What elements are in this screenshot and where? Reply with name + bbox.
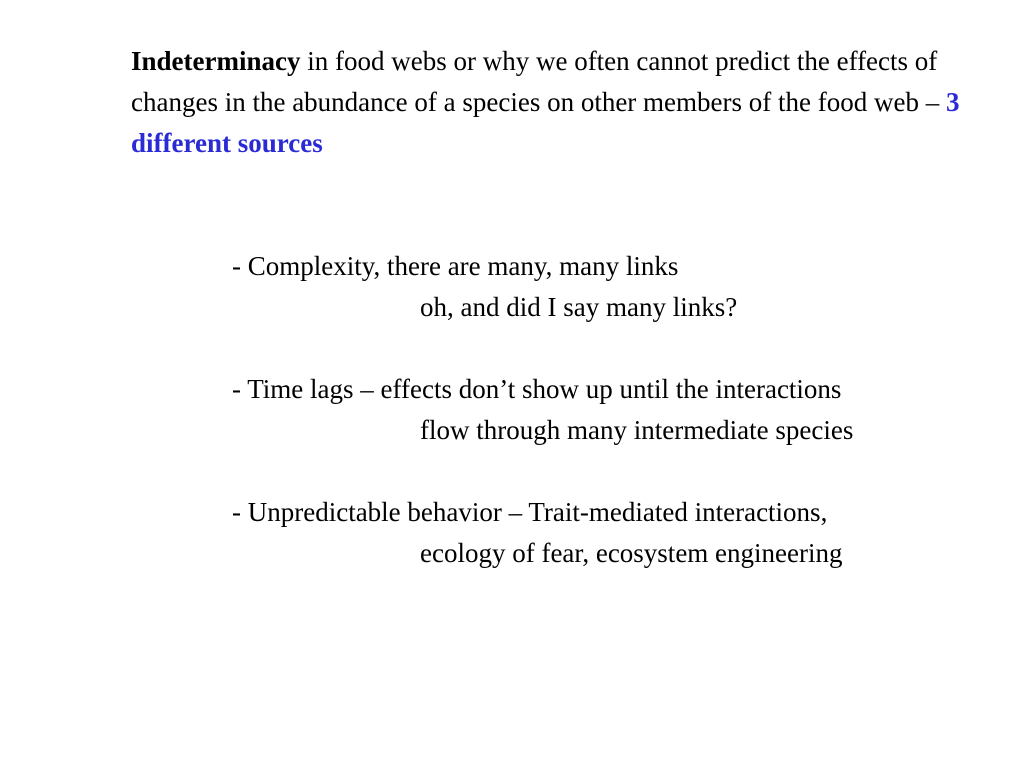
- bullet-unpredictable-behavior: [232, 492, 1022, 574]
- bullet-complexity: [232, 246, 1022, 328]
- bullet-continuation: oh, and did I say many links?: [420, 292, 738, 322]
- bullet-continuation: ecology of fear, ecosystem engineering: [420, 538, 843, 568]
- bullet-line: - Time lags – effects don’t show up until the interactions: [232, 374, 842, 404]
- bullet-line: - Unpredictable behavior – Trait-mediated interactions,: [232, 497, 828, 527]
- heading-text: in food webs or why we often cannot predict the effects of changes in the abundance of a species on other members of the food web –: [131, 46, 946, 117]
- bullet-continuation: flow through many intermediate species: [420, 415, 854, 445]
- bullet-time-lags: [232, 369, 1022, 451]
- slide-heading: [131, 41, 991, 164]
- heading-term: Indeterminacy: [131, 46, 301, 76]
- bullet-list: [232, 246, 1022, 574]
- heading-accent: 3 different sources: [131, 87, 960, 158]
- bullet-line: - Complexity, there are many, many links: [232, 251, 679, 281]
